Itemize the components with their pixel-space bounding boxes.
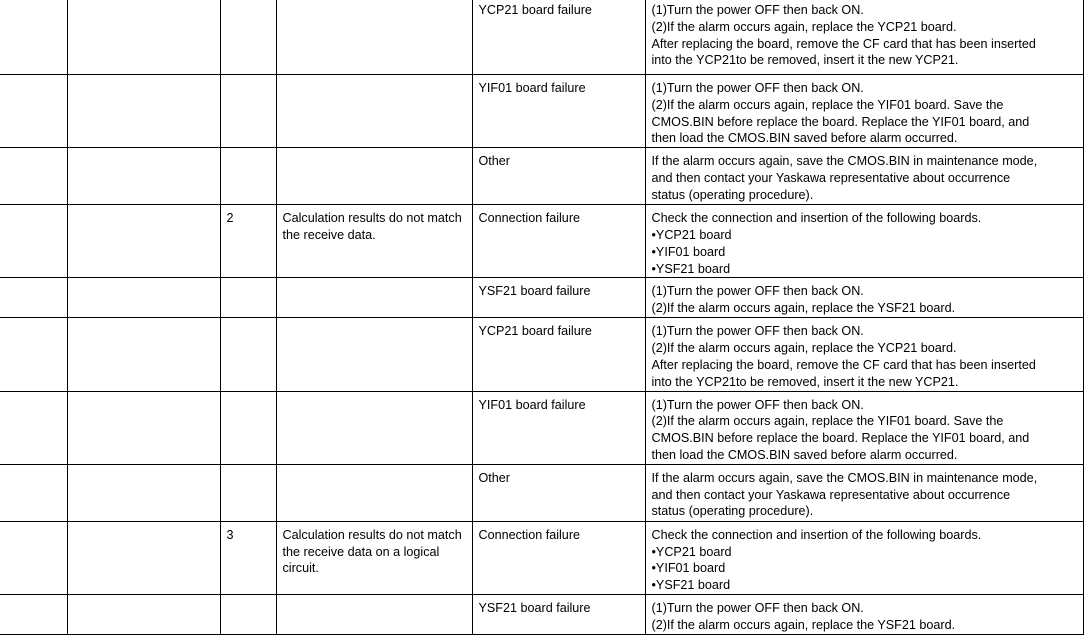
remedy-line: (2)If the alarm occurs again, replace the YIF01 board. Save the	[651, 97, 1004, 112]
cause-cell: Connection failure	[472, 205, 645, 278]
alarm-name-cell	[67, 521, 220, 594]
sub-code-cell	[220, 0, 276, 75]
table-row	[0, 148, 1083, 205]
condition-cell: Calculation results do not match the receive data.	[276, 205, 472, 278]
remedy-line: into the YCP21to be removed, insert it the new YCP21.	[651, 374, 959, 389]
alarm-code-cell	[0, 594, 67, 634]
remedy-line: After replacing the board, remove the CF card that has been inserted	[651, 36, 1036, 51]
remedy-cell	[645, 318, 1083, 391]
remedy-cell	[645, 148, 1083, 205]
condition-cell	[276, 318, 472, 391]
cause-cell: YCP21 board failure	[472, 318, 645, 391]
remedy-line: (2)If the alarm occurs again, replace the YCP21 board.	[651, 19, 957, 34]
cause-cell: YSF21 board failure	[472, 278, 645, 318]
remedy-line: Check the connection and insertion of the following boards.	[651, 211, 982, 226]
alarm-name-cell	[67, 318, 220, 391]
table-row	[0, 75, 1083, 148]
remedy-line: (1)Turn the power OFF then back ON.	[651, 284, 864, 299]
remedy-line: (2)If the alarm occurs again, replace the YSF21 board.	[651, 617, 956, 632]
remedy-bullet: • YIF01 board	[652, 560, 1079, 577]
condition-cell	[276, 0, 472, 75]
alarm-name-cell	[67, 0, 220, 75]
remedy-line: If the alarm occurs again, save the CMOS.BIN in maintenance mode,	[651, 154, 1038, 169]
table-row	[0, 594, 1083, 634]
condition-cell	[276, 464, 472, 521]
remedy-line: then load the CMOS.BIN saved before alarm occurred.	[651, 447, 958, 462]
alarm-code-cell	[0, 391, 67, 464]
sub-code-cell	[220, 75, 276, 148]
remedy-line: (1)Turn the power OFF then back ON.	[651, 397, 864, 412]
remedy-cell	[645, 521, 1083, 594]
alarm-code-cell	[0, 278, 67, 318]
remedy-bullet: • YSF21 board	[652, 261, 1079, 278]
cause-cell: YIF01 board failure	[472, 75, 645, 148]
cause-cell: Other	[472, 464, 645, 521]
remedy-bullet: • YIF01 board	[652, 244, 1079, 261]
cause-cell: Other	[472, 148, 645, 205]
remedy-cell	[645, 594, 1083, 634]
condition-cell	[276, 594, 472, 634]
alarm-name-cell	[67, 75, 220, 148]
remedy-cell	[645, 278, 1083, 318]
remedy-cell	[645, 205, 1083, 278]
remedy-line: (2)If the alarm occurs again, replace the YIF01 board. Save the	[651, 414, 1004, 429]
condition-cell	[276, 148, 472, 205]
remedy-line: (2)If the alarm occurs again, replace the YCP21 board.	[651, 341, 957, 356]
remedy-line: status (operating procedure).	[651, 504, 814, 519]
sub-code-cell: 2	[220, 205, 276, 278]
alarm-name-cell	[67, 205, 220, 278]
table-row	[0, 464, 1083, 521]
alarm-name-cell	[67, 278, 220, 318]
table-row	[0, 205, 1083, 278]
alarm-code-cell	[0, 318, 67, 391]
condition-cell	[276, 278, 472, 318]
condition-cell	[276, 75, 472, 148]
sub-code-cell	[220, 464, 276, 521]
remedy-line: (1)Turn the power OFF then back ON.	[651, 3, 864, 17]
table-row	[0, 278, 1083, 318]
alarm-code-cell	[0, 0, 67, 75]
remedy-line: then load the CMOS.BIN saved before alarm occurred.	[651, 131, 958, 146]
remedy-cell	[645, 391, 1083, 464]
cause-cell: YIF01 board failure	[472, 391, 645, 464]
sub-code-cell	[220, 148, 276, 205]
remedy-bullet: • YCP21 board	[652, 544, 1079, 561]
alarm-code-cell	[0, 464, 67, 521]
table-row	[0, 521, 1083, 594]
sub-code-cell: 3	[220, 521, 276, 594]
alarm-name-cell	[67, 594, 220, 634]
sub-code-cell	[220, 391, 276, 464]
remedy-line: (1)Turn the power OFF then back ON.	[651, 600, 864, 615]
remedy-line: CMOS.BIN before replace the board. Replace the YIF01 board, and	[651, 431, 1030, 446]
table-row	[0, 391, 1083, 464]
remedy-line: CMOS.BIN before replace the board. Replace the YIF01 board, and	[651, 114, 1030, 129]
table-row	[0, 318, 1083, 391]
alarm-name-cell	[67, 391, 220, 464]
remedy-line: and then contact your Yaskawa representative about occurrence	[651, 170, 1011, 185]
remedy-line: into the YCP21to be removed, insert it the new YCP21.	[651, 53, 959, 68]
alarm-code-cell	[0, 521, 67, 594]
alarm-name-cell	[67, 148, 220, 205]
condition-cell: Calculation results do not match the receive data on a logical circuit.	[276, 521, 472, 594]
remedy-line: (1)Turn the power OFF then back ON.	[651, 81, 864, 95]
remedy-line: and then contact your Yaskawa representative about occurrence	[651, 487, 1011, 502]
alarm-code-cell	[0, 205, 67, 278]
condition-cell	[276, 391, 472, 464]
sub-code-cell	[220, 318, 276, 391]
table-row	[0, 0, 1083, 75]
alarm-code-cell	[0, 148, 67, 205]
remedy-line: If the alarm occurs again, save the CMOS.BIN in maintenance mode,	[651, 470, 1038, 485]
remedy-line: Check the connection and insertion of the following boards.	[651, 527, 982, 542]
cause-cell: YCP21 board failure	[472, 0, 645, 75]
remedy-line: (1)Turn the power OFF then back ON.	[651, 324, 864, 339]
remedy-line: (2)If the alarm occurs again, replace the YSF21 board.	[651, 301, 956, 316]
alarm-name-cell	[67, 464, 220, 521]
remedy-bullet: • YSF21 board	[652, 577, 1079, 594]
remedy-cell	[645, 464, 1083, 521]
remedy-line: status (operating procedure).	[651, 187, 814, 202]
remedy-bullet: • YCP21 board	[652, 227, 1079, 244]
alarm-code-cell	[0, 75, 67, 148]
remedy-cell	[645, 0, 1083, 75]
remedy-line: After replacing the board, remove the CF card that has been inserted	[651, 357, 1036, 372]
sub-code-cell	[220, 278, 276, 318]
cause-cell: Connection failure	[472, 521, 645, 594]
sub-code-cell	[220, 594, 276, 634]
remedy-cell	[645, 75, 1083, 148]
cause-cell: YSF21 board failure	[472, 594, 645, 634]
